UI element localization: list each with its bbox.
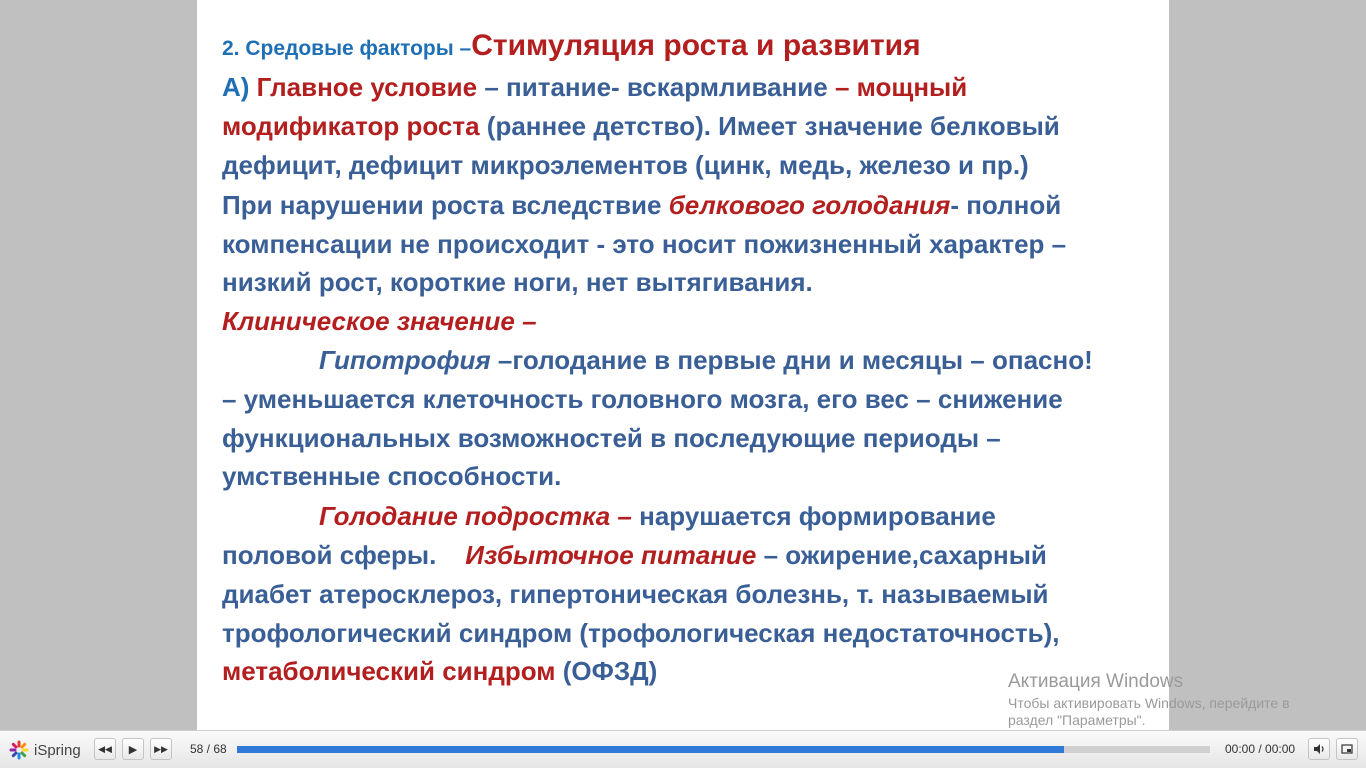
text-fragment: белкового голодания bbox=[668, 190, 951, 220]
text-fragment: Избыточное питание bbox=[465, 540, 757, 570]
brand-label: iSpring bbox=[34, 741, 81, 759]
previous-button[interactable] bbox=[94, 738, 116, 760]
text-fragment: –голодание в первые дни и месяцы – опасно! bbox=[490, 345, 1093, 375]
text-line-6: компенсации не происходит - это носит пожизненный характер – bbox=[222, 229, 1067, 259]
progress-bar[interactable] bbox=[237, 746, 1210, 753]
next-icon: ▶▶ bbox=[154, 743, 168, 754]
volume-button[interactable] bbox=[1308, 738, 1330, 760]
text-fragment: - полной bbox=[950, 190, 1062, 220]
text-fragment: Главное условие bbox=[256, 72, 478, 102]
text-line-17 bbox=[222, 658, 657, 684]
fullscreen-button[interactable] bbox=[1336, 738, 1358, 760]
play-button[interactable] bbox=[122, 738, 144, 760]
title-heading: Стимуляция роста и развития bbox=[471, 29, 921, 62]
text-fragment: метаболический синдром bbox=[222, 656, 556, 686]
text-fragment: (ОФЗД) bbox=[555, 656, 658, 686]
watermark-subtitle-2: раздел "Параметры". bbox=[1008, 712, 1146, 728]
text-line-11: функциональных возможностей в последующие периоды – bbox=[222, 423, 1001, 453]
text-fragment: нарушается формирование bbox=[631, 501, 996, 531]
windows-activation-watermark bbox=[1008, 671, 1290, 728]
watermark-title: Активация Windows bbox=[1008, 671, 1184, 692]
slide-title bbox=[222, 31, 921, 61]
text-fragment: – питание- вскармливание bbox=[477, 72, 835, 102]
text-fragment: Голодание подростка – bbox=[319, 501, 632, 531]
text-line-10: – уменьшается клеточность головного мозга, его вес – снижение bbox=[222, 384, 1063, 414]
text-line-14 bbox=[222, 542, 1047, 568]
text-fragment: А) bbox=[222, 72, 257, 102]
watermark-subtitle: Чтобы активировать Windows, перейдите в bbox=[1008, 695, 1290, 711]
text-line-5 bbox=[222, 192, 1061, 218]
text-fragment: (раннее детство). Имеет значение белковый bbox=[479, 111, 1060, 141]
text-line-8: Клиническое значение – bbox=[222, 306, 537, 336]
text-fragment: половой сферы. bbox=[222, 540, 466, 570]
text-line-9 bbox=[319, 347, 1093, 373]
slide-counter: 58 / 68 bbox=[190, 742, 227, 756]
text-fragment: модификатор роста bbox=[222, 111, 480, 141]
text-line-13 bbox=[319, 503, 996, 529]
text-line-7: низкий рост, короткие ноги, нет вытягивания. bbox=[222, 267, 813, 297]
volume-icon bbox=[1313, 743, 1325, 755]
text-line-16: трофологический синдром (трофологическая недостаточность), bbox=[222, 618, 1060, 648]
text-fragment: – мощный bbox=[834, 72, 968, 102]
text-line-3 bbox=[222, 113, 1060, 139]
previous-icon: ◀◀ bbox=[98, 743, 112, 754]
text-line-2 bbox=[222, 74, 967, 100]
slide bbox=[197, 0, 1169, 730]
text-fragment: Гипотрофия bbox=[319, 345, 491, 375]
player-toolbar bbox=[0, 730, 1366, 768]
text-line-4: дефицит, дефицит микроэлементов (цинк, медь, железо и пр.) bbox=[222, 150, 1029, 180]
title-section-label: 2. Средовые факторы – bbox=[222, 37, 472, 60]
time-display: 00:00 / 00:00 bbox=[1225, 742, 1296, 756]
progress-fill bbox=[237, 746, 1064, 753]
ispring-logo bbox=[8, 739, 81, 761]
next-button[interactable] bbox=[150, 738, 172, 760]
text-line-12: умственные способности. bbox=[222, 461, 562, 491]
ispring-logo-icon bbox=[8, 739, 30, 761]
text-fragment: – ожирение,сахарный bbox=[756, 540, 1047, 570]
text-line-15: диабет атеросклероз, гипертоническая болезнь, т. называемый bbox=[222, 579, 1049, 609]
fullscreen-icon bbox=[1341, 743, 1353, 755]
play-icon: ▶ bbox=[128, 743, 138, 756]
text-fragment: При нарушении роста вследствие bbox=[222, 190, 669, 220]
